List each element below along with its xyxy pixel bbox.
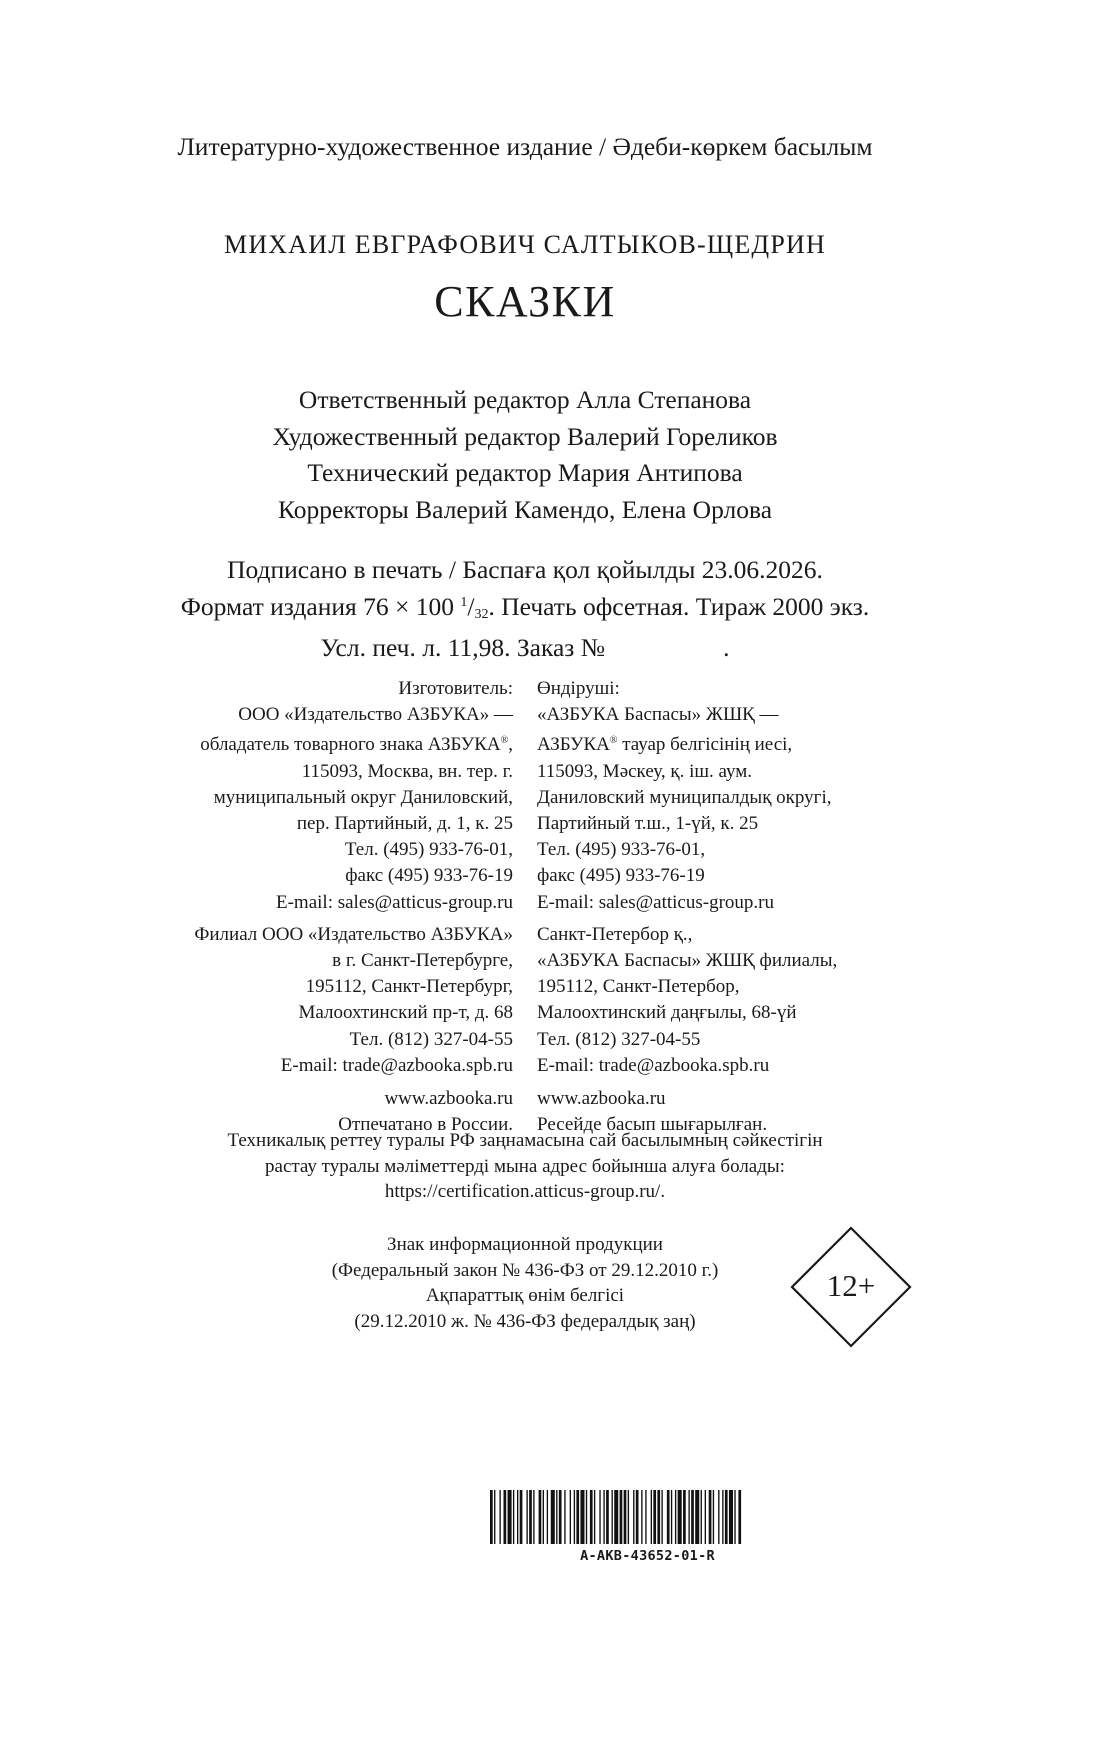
manufacturer-phone: Тел. (495) 933-76-01,	[344, 839, 513, 861]
branch-email-kz: E-mail: trade@azbooka.spb.ru	[537, 1054, 770, 1076]
editors-block	[0, 382, 1050, 528]
website: www.azbooka.ru	[384, 1088, 513, 1110]
sheets-order-line	[0, 631, 1050, 664]
editor-art: Художественный редактор Валерий Гореликов	[272, 421, 778, 451]
manufacturer-address-3: пер. Партийный, д. 1, к. 25	[296, 813, 513, 835]
info-product-sign	[270, 1232, 780, 1334]
branch-name: Филиал ООО «Издательство АЗБУКА»	[194, 923, 513, 945]
manufacturer-heading-kz: Өндіруші:	[537, 678, 620, 699]
manufacturer-trademark: обладатель товарного знака АЗБУКА®,	[200, 734, 513, 756]
branch-city-kz: Санкт-Петербор қ.,	[537, 923, 693, 945]
edition-type: Литературно-художественное издание / Әдеби-көркем басылым	[177, 132, 873, 161]
info-sign-ru-law: (Федеральный закон № 436-ФЗ от 29.12.2010 г.)	[331, 1259, 719, 1281]
manufacturer-trademark-kz	[537, 728, 957, 758]
format-slash: /	[467, 592, 475, 621]
manufacturer-address-3-kz: Партийный т.ш., 1-үй, к. 25	[537, 813, 759, 835]
order-end: .	[723, 633, 730, 662]
branch-phone-kz: Тел. (812) 327-04-55	[537, 1028, 701, 1050]
manufacturer-email: E-mail: sales@atticus-group.ru	[276, 891, 513, 913]
format-denominator: 32	[474, 607, 489, 622]
book-title: СКАЗКИ	[434, 277, 616, 326]
branch-address-2: Малоохтинский пр-т, д. 68	[298, 1002, 513, 1024]
manufacturer-fax-kz: факс (495) 933-76-19	[537, 865, 705, 887]
branch-city: в г. Санкт-Петербурге,	[332, 950, 513, 972]
format-fraction	[460, 592, 488, 621]
editor-responsible: Ответственный редактор Алла Степанова	[298, 385, 752, 414]
registered-mark: ®	[500, 735, 509, 747]
branch-name-kz: «АЗБУКА Баспасы» ЖШҚ филиалы,	[537, 950, 838, 972]
format-suffix: . Печать офсетная. Тираж 2000 экз.	[488, 592, 870, 621]
branch-email: E-mail: trade@azbooka.spb.ru	[280, 1054, 513, 1076]
manufacturer-fax: факс (495) 933-76-19	[345, 865, 513, 887]
branch-address-2-kz: Малоохтинский даңғылы, 68-үй	[537, 1002, 797, 1024]
age-rating: 12+	[826, 1268, 876, 1303]
author-name: МИХАИЛ ЕВГРАФОВИЧ САЛТЫКОВ-ЩЕДРИН	[224, 230, 826, 259]
format-numerator: 1	[460, 595, 468, 610]
manufacturer-company-kz: «АЗБУКА Баспасы» ЖШҚ —	[537, 704, 779, 726]
barcode-icon	[490, 1490, 805, 1544]
trademark-text: обладатель товарного знака АЗБУКА	[200, 734, 501, 756]
manufacturer-phone-kz: Тел. (495) 933-76-01,	[537, 839, 706, 861]
certification-line-2: растау туралы мәліметтерді мына адрес бойынша алуға болады:	[265, 1155, 785, 1177]
trademark-prefix-kz: АЗБУКА	[537, 734, 610, 756]
manufacturer-address-2-kz: Даниловский муниципалдық округі,	[537, 786, 832, 808]
editor-technical: Технический редактор Мария Антипова	[307, 458, 743, 487]
sheets-order: Усл. печ. л. 11,98. Заказ №	[320, 633, 606, 662]
publisher-info-ru	[100, 676, 513, 1138]
info-sign-kz-law: (29.12.2010 ж. № 436-ФЗ федералдық заң)	[354, 1310, 696, 1332]
printed-in-kz: Ресейде басып шығарылған.	[537, 1114, 768, 1136]
printed-in: Отпечатано в России.	[338, 1114, 513, 1136]
certification-url: https://certification.atticus-group.ru/.	[384, 1181, 666, 1202]
registered-mark-kz: ®	[609, 735, 618, 747]
branch-phone: Тел. (812) 327-04-55	[349, 1028, 513, 1050]
print-info-block	[0, 553, 1050, 664]
manufacturer-heading: Изготовитель:	[398, 678, 513, 699]
manufacturer-email-kz: E-mail: sales@atticus-group.ru	[537, 891, 774, 913]
format-line	[0, 586, 1050, 631]
manufacturer-address-1-kz: 115093, Мәскеу, қ. іш. аум.	[537, 760, 753, 782]
website-kz: www.azbooka.ru	[537, 1088, 666, 1110]
info-sign-kz-title: Ақпараттық өнім белгісі	[425, 1285, 625, 1306]
proofreaders: Корректоры Валерий Камендо, Елена Орлова	[277, 494, 773, 524]
trademark-suffix-kz: тауар белгісінің иесі,	[617, 734, 793, 756]
format-prefix: Формат издания 76 × 100	[180, 592, 461, 621]
manufacturer-company: ООО «Издательство АЗБУКА» —	[238, 704, 513, 726]
publisher-info-kz	[537, 676, 957, 1138]
branch-address-1-kz: 195112, Санкт-Петербор,	[537, 976, 740, 998]
signed-to-print: Подписано в печать / Баспаға қол қойылды 23.06.2026.	[227, 555, 823, 584]
certification-line-1: Техникалық реттеу туралы РФ заңнамасына сай басылымның сәйкестігін	[227, 1130, 823, 1151]
info-sign-ru-title: Знак информационной продукции	[387, 1234, 663, 1255]
manufacturer-address-2: муниципальный округ Даниловский,	[213, 786, 513, 808]
certification-block	[0, 1128, 1050, 1205]
branch-address-1: 195112, Санкт-Петербург,	[305, 976, 513, 998]
manufacturer-address-1: 115093, Москва, вн. тер. г.	[301, 760, 513, 782]
barcode-code: A-AKB-43652-01-R	[580, 1548, 715, 1564]
